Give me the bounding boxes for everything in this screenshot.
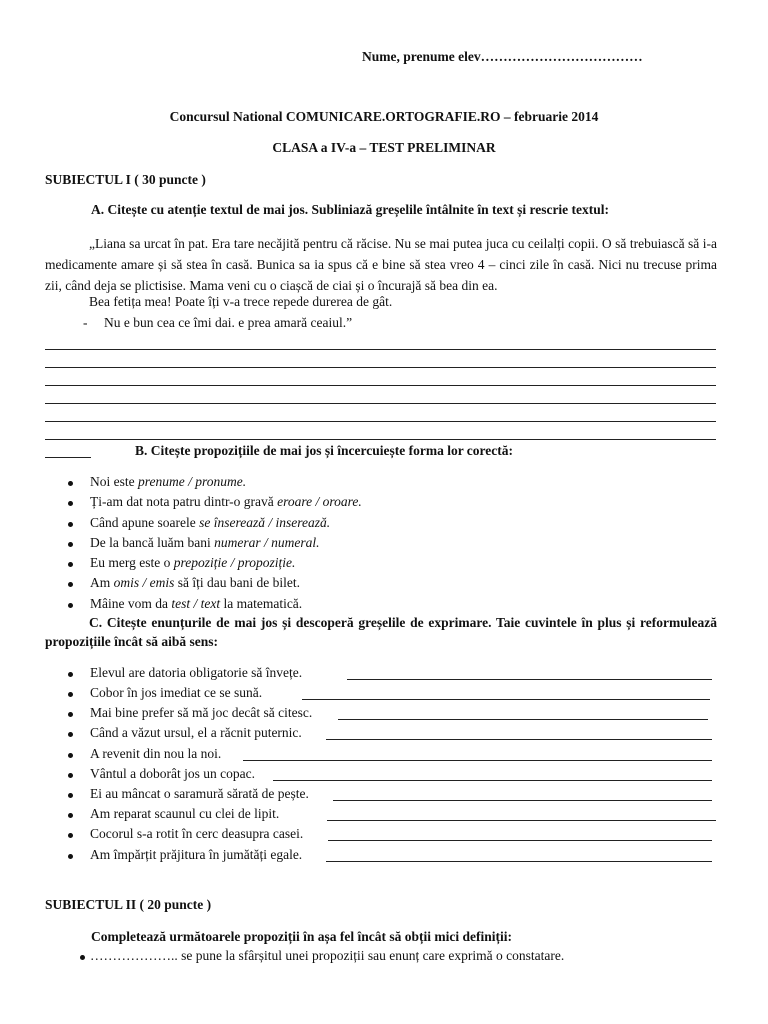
student-name-field: Nume, prenume elev……………………………… [362,49,643,64]
bullet-icon [68,672,73,677]
writing-line[interactable] [45,385,716,386]
answer-line[interactable] [326,861,712,862]
bullet-icon [68,481,73,486]
choice-options[interactable]: test / text [171,596,221,611]
section-a-dash: - [83,315,88,330]
choice-options[interactable]: prepoziție / propoziție. [173,555,296,570]
writing-line-short[interactable] [45,457,91,458]
subject1-title: SUBIECTUL I ( 30 puncte ) [45,172,206,187]
writing-line[interactable] [45,421,716,422]
answer-line[interactable] [326,739,712,740]
bullet-icon [68,773,73,778]
choice-options[interactable]: numerar / numeral. [214,535,320,550]
bullet-icon [68,603,73,608]
section-a-paragraph-text: „Liana sa urcat în pat. Era tare necăjită pentru că răcise. Nu se mai putea juca cu ceilalți copii. O să trebuiască să i-a medicamente amare și să stea în casă. Bunica sa ia spus că e bine să stea vreo 4 – cinci zile în casă. Nici nu trecuse prima zii, când deja se plictisise. Mama veni cu o ciașcă de ciai și o încurajă să bea din ea. [45,236,717,293]
answer-line[interactable] [347,679,712,680]
bullet-icon [80,955,85,960]
answer-line[interactable] [273,780,712,781]
writing-line[interactable] [45,349,716,350]
writing-line[interactable] [45,403,716,404]
section-a-instruction: A. Citește cu atenție textul de mai jos. Subliniază greșelile întâlnite în text și rescrie textul: [91,202,610,217]
answer-line[interactable] [302,699,710,700]
bullet-icon [68,522,73,527]
choice-options[interactable]: eroare / oroare. [277,494,362,509]
choice-options[interactable]: prenume / pronume. [138,474,247,489]
bullet-icon [68,692,73,697]
bullet-icon [68,542,73,547]
bullet-icon [68,833,73,838]
contest-title: Concursul National COMUNICARE.ORTOGRAFIE.RO – februarie 2014 [169,109,599,124]
bullet-icon [68,793,73,798]
section-b-instruction: B. Citește propozițiile de mai jos și încercuiește forma lor corectă: [135,443,514,458]
choice-options[interactable]: se înserează / inserează. [199,515,331,530]
class-title: CLASA a IV-a – TEST PRELIMINAR [272,140,496,155]
section-a-paragraph [45,233,717,296]
answer-line[interactable] [243,760,712,761]
answer-line[interactable] [327,820,716,821]
answer-line[interactable] [328,840,712,841]
bullet-icon [68,562,73,567]
section-a-line2: Bea fetița mea! Poate îți v-a trece repede durerea de gât. [89,294,393,309]
section-a-line3: Nu e bun cea ce îmi dai. e prea amară ceaiul.” [104,315,353,330]
choice-options[interactable]: omis / emis [113,575,175,590]
bullet-icon [68,582,73,587]
subject2-title: SUBIECTUL II ( 20 puncte ) [45,897,212,912]
bullet-icon [68,854,73,859]
bullet-icon [68,813,73,818]
writing-line[interactable] [45,439,716,440]
subject2-instruction: Completează următoarele propoziții în așa fel încât să obții mici definiții: [91,929,512,944]
bullet-icon [68,753,73,758]
bullet-icon [68,501,73,506]
bullet-icon [68,712,73,717]
section-c-instruction: C. Citește enunțurile de mai jos și descoperă greșelile de exprimare. Taie cuvintele în plus și reformulează propozițiile încât să aibă sens: [45,615,717,649]
bullet-icon [68,732,73,737]
answer-line[interactable] [338,719,708,720]
answer-line[interactable] [333,800,712,801]
writing-line[interactable] [45,367,716,368]
